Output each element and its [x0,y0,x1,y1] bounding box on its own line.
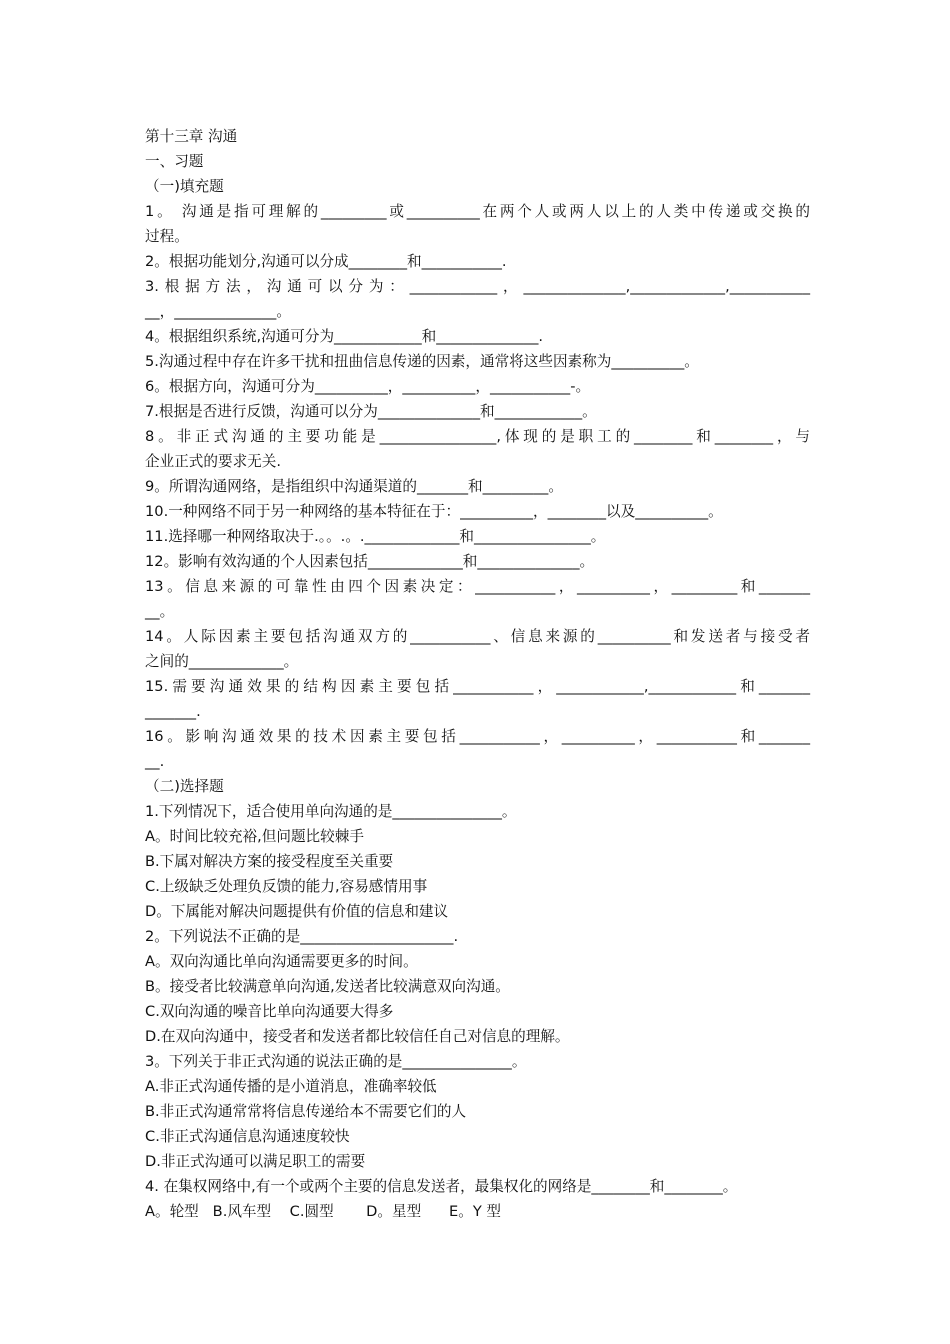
option-line: B。接受者比较满意单向沟通,发送者比较满意双向沟通。 [145,978,510,995]
question-line: 11.选择哪一种网络取决于.。。.。._____________和________________。 [145,528,606,545]
question-line: 7.根据是否进行反馈，沟通可以分为______________和____________。 [145,403,597,420]
question-line: 企业正式的要求无关. [145,453,281,470]
option-line: C.非正式沟通信息沟通速度较快 [145,1128,350,1145]
option-line: C.双向沟通的噪音比单向沟通要大得多 [145,1003,394,1020]
question-line: 4. 在集权网络中,有一个或两个主要的信息发送者，最集权化的网络是________和________。 [145,1178,738,1195]
question-line: 3.根据方法，沟通可以分为：____________，______________,_____________,___________ [145,278,810,295]
option-line: D.在双向沟通中，接受者和发送者都比较信任自己对信息的理解。 [145,1028,570,1045]
question-line: 1。 沟通是指可理解的_________或__________在两个人或两人以上的人类中传递或交换的 [145,203,810,220]
option-line: D。下属能对解决问题提供有价值的信息和建议 [145,903,449,920]
question-line: 13。信息来源的可靠性由四个因素决定：___________，__________，_________和_______ [145,578,810,595]
question-line: 过程。 [145,228,189,245]
question-line: __。 [145,603,175,620]
question-line: 3。下列关于非正式沟通的说法正确的是_______________。 [145,1053,527,1070]
question-line: 4。根据组织系统,沟通可分为____________和______________. [145,328,544,345]
question-line: _______. [145,703,201,720]
option-line: A。双向沟通比单向沟通需要更多的时间。 [145,953,418,970]
option-line: D.非正式沟通可以满足职工的需要 [145,1153,366,1170]
question-line: __. [145,753,165,770]
question-line: 之间的_____________。 [145,653,299,670]
option-line: A.非正式沟通传播的是小道消息，准确率较低 [145,1078,437,1095]
question-line: 15.需要沟通效果的结构因素主要包括___________，____________,____________和_______ [145,678,810,695]
question-line: 14。人际因素主要包括沟通双方的___________、信息来源的__________和发送者与接受者 [145,628,810,645]
question-line: __，______________。 [145,303,291,320]
question-line: 6。根据方向，沟通可分为__________，__________，___________-。 [145,378,591,395]
question-line: 2。下列说法不正确的是_____________________. [145,928,459,945]
question-line: 12。影响有效沟通的个人因素包括_____________和______________。 [145,553,595,570]
question-line: 1.下列情况下，适合使用单向沟通的是_______________。 [145,803,517,820]
option-line: B.下属对解决方案的接受程度至关重要 [145,853,394,870]
question-line: 16。影响沟通效果的技术因素主要包括___________，__________，___________和_______ [145,728,810,745]
subsection-heading: （一)填充题 [145,178,224,195]
question-line: 10.一种网络不同于另一种网络的基本特征在于：__________，________以及__________。 [145,503,723,520]
question-line: 2。根据功能划分,沟通可以分成________和___________. [145,253,507,270]
option-line: C.上级缺乏处理负反馈的能力,容易感情用事 [145,878,428,895]
section-heading: 一、习题 [145,153,204,170]
chapter-title: 第十三章 沟通 [145,128,238,145]
option-line: A。轮型 B.风车型 C.圆型 D。星型 E。Y 型 [145,1203,501,1220]
document-page [145,124,810,1224]
question-line: 9。所谓沟通网络，是指组织中沟通渠道的_______和_________。 [145,478,563,495]
question-line: 5.沟通过程中存在许多干扰和扭曲信息传递的因素，通常将这些因素称为__________。 [145,353,699,370]
subsection-heading: （二)选择题 [145,778,224,795]
question-line: 8。非正式沟通的主要功能是________________,体现的是职工的________和________，与 [145,428,810,445]
option-line: B.非正式沟通常常将信息传递给本不需要它们的人 [145,1103,467,1120]
option-line: A。时间比较充裕,但问题比较棘手 [145,828,364,845]
